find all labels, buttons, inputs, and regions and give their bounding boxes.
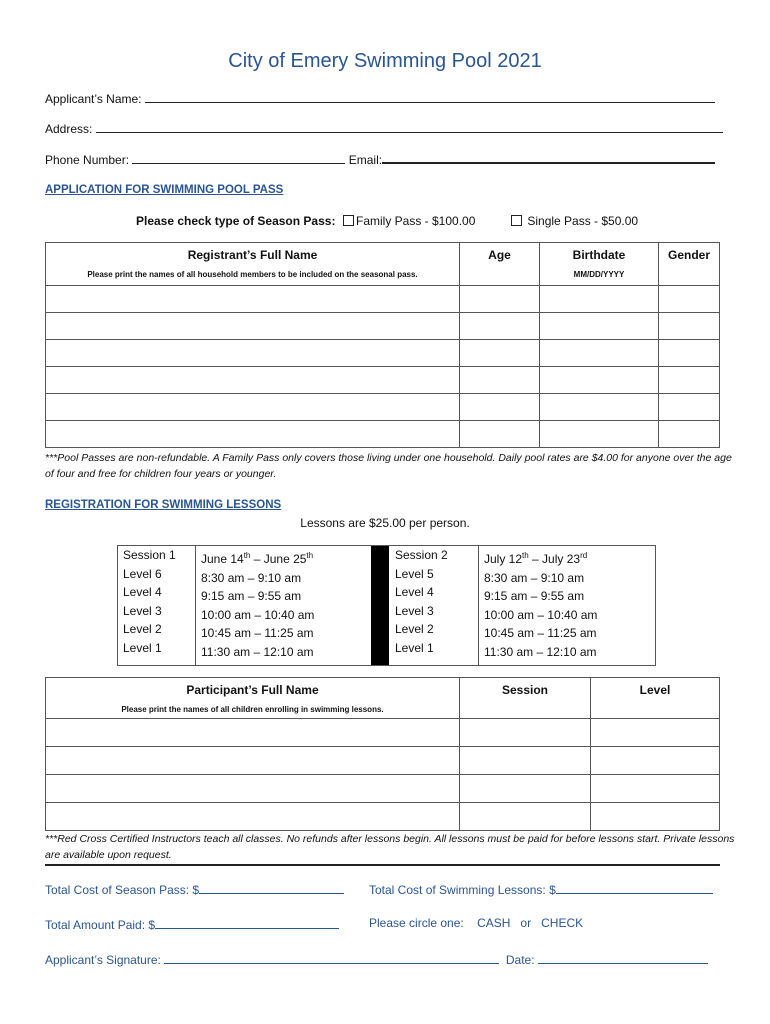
session2-times-column [479, 546, 654, 665]
gender-cell[interactable] [659, 313, 720, 340]
gender-cell[interactable] [659, 340, 720, 367]
session2-levels-column [390, 546, 479, 665]
gender-cell[interactable] [659, 367, 720, 394]
table-row [46, 421, 720, 448]
session1-time: 10:45 am – 11:25 am [201, 626, 314, 640]
age-cell[interactable] [460, 340, 540, 367]
table-row [46, 313, 720, 340]
gender-cell[interactable] [659, 286, 720, 313]
participant-header-row [46, 678, 720, 719]
family-pass-option[interactable] [343, 214, 475, 228]
level-cell[interactable] [591, 803, 720, 831]
session-divider [371, 546, 389, 665]
lessons-section-heading: REGISTRATION FOR SWIMMING LESSONS [45, 499, 282, 511]
session1-times-column [196, 546, 370, 665]
birthdate-cell[interactable] [540, 286, 659, 313]
session1-dates: June 14th – June 25th [201, 551, 314, 566]
table-row [46, 803, 720, 831]
birthdate-cell[interactable] [540, 340, 659, 367]
session2-time: 11:30 am – 12:10 am [484, 644, 597, 659]
level-cell[interactable] [591, 775, 720, 803]
family-pass-checkbox[interactable] [343, 215, 354, 226]
cash-option[interactable]: CASH [477, 916, 511, 930]
age-cell[interactable] [460, 394, 540, 421]
table-row [46, 394, 720, 421]
signature-field[interactable] [164, 951, 499, 964]
applicant-name-label: Applicant’s Name: [45, 92, 142, 106]
table-row [46, 367, 720, 394]
session2-dates: July 12th – July 23rd [484, 551, 588, 566]
signature-label: Applicant’s Signature: [45, 953, 161, 967]
age-cell[interactable] [460, 421, 540, 448]
amount-paid-label: Total Amount Paid: $ [45, 918, 156, 932]
registrant-name-cell[interactable] [46, 340, 460, 367]
participant-name-cell[interactable] [46, 775, 460, 803]
lessons-note: ***Red Cross Certified Instructors teach all classes. No refunds after lessons begin. All lessons must be paid for before lessons start. Private lessons are available upon request. [45, 833, 735, 861]
pass-section-heading: APPLICATION FOR SWIMMING POOL PASS [45, 184, 284, 196]
session1-level: Level 6 [123, 566, 162, 581]
gender-header: Gender [659, 243, 720, 286]
session2-level: Level 1 [395, 640, 434, 655]
participant-name-cell[interactable] [46, 719, 460, 747]
single-pass-option[interactable] [511, 214, 638, 228]
birthdate-header: Birthdate MM/DD/YYYY [540, 243, 659, 286]
pass-note: ***Pool Passes are non-refundable. A Family Pass only covers those living under one household. Daily pool rates are $4.00 for anyone over the age of four and free for children four years or younger. [45, 452, 732, 480]
address-field[interactable] [96, 120, 723, 133]
signature-row [45, 951, 708, 967]
registrant-header-row [46, 243, 720, 286]
phone-email-row [45, 150, 715, 167]
table-row [46, 719, 720, 747]
participant-table [45, 677, 720, 831]
amount-paid-field[interactable] [155, 916, 339, 929]
date-field[interactable] [538, 951, 708, 964]
participant-name-subheader: Please print the names of all children enrolling in swimming lessons. [121, 705, 384, 714]
or-text: or [520, 916, 532, 930]
birthdate-format: MM/DD/YYYY [573, 270, 625, 279]
session1-time: 9:15 am – 9:55 am [201, 589, 302, 603]
birthdate-cell[interactable] [540, 367, 659, 394]
birthdate-cell[interactable] [540, 421, 659, 448]
session-cell[interactable] [460, 803, 591, 831]
address-row [45, 120, 723, 136]
level-cell[interactable] [591, 747, 720, 775]
age-cell[interactable] [460, 367, 540, 394]
session2-level: Level 4 [395, 585, 434, 599]
check-option[interactable]: CHECK [541, 916, 584, 930]
registrant-name-header: Registrant’s Full Name Please print the names of all household members to be included on the seasonal pass. [46, 243, 460, 286]
level-cell[interactable] [591, 719, 720, 747]
lessons-total-row [369, 881, 713, 897]
participant-name-header: Participant’s Full Name Please print the names of all children enrolling in swimming lessons. [46, 678, 460, 719]
session2-time: 10:00 am – 10:40 am [484, 607, 598, 622]
age-cell[interactable] [460, 286, 540, 313]
session2-time: 10:45 am – 11:25 am [484, 626, 597, 640]
birthdate-cell[interactable] [540, 394, 659, 421]
registrant-name-cell[interactable] [46, 286, 460, 313]
session1-time: 10:00 am – 10:40 am [201, 607, 315, 622]
phone-field[interactable] [132, 151, 345, 164]
email-label: Email: [348, 153, 383, 167]
session1-levels-column [118, 546, 196, 665]
session1-level: Level 4 [123, 585, 162, 599]
family-pass-label: Family Pass - $100.00 [356, 214, 476, 228]
season-pass-total-row [45, 881, 344, 897]
amount-paid-row [45, 916, 339, 932]
registrant-name-cell[interactable] [46, 367, 460, 394]
session2-time: 8:30 am – 9:10 am [484, 570, 585, 585]
payment-method-label: Please circle one: [369, 916, 464, 930]
table-row [46, 286, 720, 313]
participant-name-cell[interactable] [46, 803, 460, 831]
session-cell[interactable] [460, 747, 591, 775]
gender-cell[interactable] [659, 394, 720, 421]
session-cell[interactable] [460, 775, 591, 803]
age-header: Age [460, 243, 540, 286]
registrant-name-cell[interactable] [46, 394, 460, 421]
level-header: Level [591, 678, 720, 719]
email-field[interactable] [382, 150, 715, 164]
registrant-name-cell[interactable] [46, 421, 460, 448]
applicant-name-row [45, 90, 715, 106]
date-label: Date: [505, 953, 535, 967]
lessons-price: Lessons are $25.00 per person. [300, 516, 470, 530]
table-row [46, 340, 720, 367]
divider-rule [45, 864, 720, 866]
session1-level: Level 2 [123, 622, 162, 636]
payment-method-row [369, 916, 583, 930]
registrant-table [45, 242, 720, 448]
age-cell[interactable] [460, 313, 540, 340]
lessons-total-label: Total Cost of Swimming Lessons: $ [369, 883, 556, 897]
birthdate-cell[interactable] [540, 313, 659, 340]
session2-time: 9:15 am – 9:55 am [484, 589, 585, 603]
season-pass-total-field[interactable] [199, 881, 344, 894]
table-row [46, 747, 720, 775]
session1-label: Session 1 [123, 548, 176, 562]
season-pass-total-label: Total Cost of Season Pass: $ [45, 883, 200, 897]
session2-level: Level 3 [395, 603, 434, 618]
session2-level: Level 5 [395, 566, 434, 581]
page-title: City of Emery Swimming Pool 2021 [228, 50, 542, 72]
registrant-name-cell[interactable] [46, 313, 460, 340]
participant-name-cell[interactable] [46, 747, 460, 775]
session1-level: Level 3 [123, 603, 162, 618]
table-row [46, 775, 720, 803]
address-label: Address: [45, 122, 93, 136]
session-header: Session [460, 678, 591, 719]
single-pass-checkbox[interactable] [511, 215, 522, 226]
applicant-name-field[interactable] [145, 90, 715, 103]
session2-level: Level 2 [395, 622, 434, 636]
session1-time: 11:30 am – 12:10 am [201, 644, 314, 659]
session2-label: Session 2 [395, 548, 448, 562]
session1-level: Level 1 [123, 640, 162, 655]
registrant-name-subheader: Please print the names of all household members to be included on the seasonal pass. [87, 270, 418, 279]
pass-type-prompt: Please check type of Season Pass: [136, 214, 336, 228]
phone-label: Phone Number: [45, 153, 130, 167]
lessons-total-field[interactable] [556, 881, 713, 894]
gender-cell[interactable] [659, 421, 720, 448]
session1-time: 8:30 am – 9:10 am [201, 570, 302, 585]
lesson-schedule [117, 545, 656, 666]
single-pass-label: Single Pass - $50.00 [527, 214, 639, 228]
session-cell[interactable] [460, 719, 591, 747]
